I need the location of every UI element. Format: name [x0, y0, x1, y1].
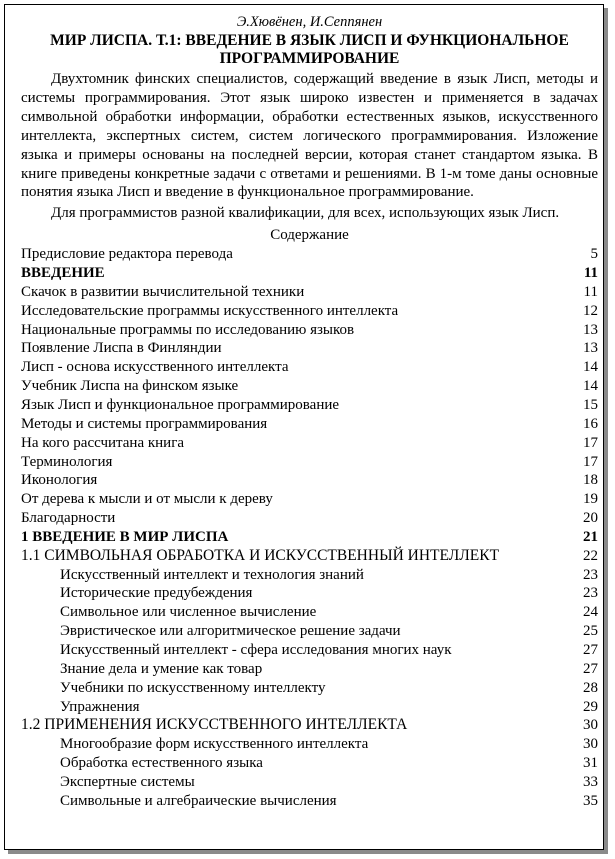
toc-subentry	[21, 735, 598, 754]
toc-entry	[21, 283, 598, 302]
document-page	[4, 4, 604, 850]
toc-entry-title: Лисп - основа искусственного интеллекта	[21, 359, 289, 376]
toc-entry-title: ВВЕДЕНИЕ	[21, 265, 105, 282]
toc-entry-title: Обработка естественного языка	[60, 755, 263, 772]
toc-entry-page: 17	[583, 434, 598, 451]
toc-entry	[21, 358, 598, 377]
toc-entry-title: Методы и системы программирования	[21, 415, 268, 432]
toc-entry-title: 1.1 СИМВОЛЬНАЯ ОБРАБОТКА И ИСКУССТВЕННЫЙ ИНТЕЛЛЕКТ	[21, 546, 500, 564]
toc-entry-page: 28	[583, 679, 598, 696]
toc-subentry	[21, 584, 598, 603]
toc-entry-title: Терминология	[21, 453, 113, 470]
toc-heading: Содержание	[270, 227, 349, 244]
toc-entry-title: Язык Лисп и функциональное программирование	[21, 397, 340, 413]
toc-entry-page: 27	[583, 641, 598, 658]
toc-entry-title: Национальные программы по исследованию языков	[21, 321, 355, 338]
toc-entry-page: 13	[583, 321, 598, 338]
toc-entry	[21, 471, 598, 490]
toc-entry-title: От дерева к мысли и от мысли к дереву	[21, 491, 273, 508]
toc-subentry	[21, 698, 598, 717]
toc-entry-title: Появление Лиспа в Финляндии	[21, 340, 222, 357]
toc-entry	[21, 264, 598, 283]
toc-entry	[21, 396, 598, 415]
toc-entry-page: 12	[583, 302, 598, 319]
book-title-line-1: МИР ЛИСПА. Т.1: ВВЕДЕНИЕ В ЯЗЫК ЛИСП И ФУНКЦИОНАЛЬНОЕ	[50, 32, 569, 49]
toc-subentry	[21, 622, 598, 641]
page-content	[21, 13, 598, 811]
toc-entry-page: 24	[583, 604, 598, 621]
toc-entry-title: Благодарности	[21, 510, 116, 527]
toc-entry-title: Многообразие форм искусственного интеллекта	[60, 736, 369, 753]
toc-entry	[21, 377, 598, 396]
toc-entry-page: 33	[583, 773, 598, 790]
book-authors: Э.Хювёнен, И.Сеппянен	[236, 14, 383, 30]
toc-entry-page: 20	[583, 510, 598, 527]
toc-chapter-entry	[21, 528, 598, 547]
toc-entry-title: Экспертные системы	[60, 773, 195, 790]
toc-entry-page: 19	[583, 491, 598, 508]
toc-subentry	[21, 603, 598, 622]
toc-entry-title: Исследовательские программы искусственного интеллекта	[21, 302, 399, 319]
toc-entry-title: Исторические предубеждения	[60, 585, 253, 602]
toc-entry-title: Эвристическое или алгоритмическое решение задачи	[60, 623, 401, 640]
toc-entry-page: 17	[583, 453, 598, 470]
toc-entry-page: 29	[583, 698, 598, 715]
annotation-paragraph: Двухтомник финских специалистов, содержащий введение в язык Лисп, методы и системы программирования. Этот язык широко известен и применяется в задачах символьной обработки информации, обработки естественных языков, искусственного интеллекта, экспертных систем, систем логического программирования. Изложение языка и примеры основаны на последней версии, которая станет стандартом языка. В книге приведены конкретные задачи с ответами и решениями. В 1-м томе даны основные понятия языка Лисп и введение в функциональное программирование.	[21, 71, 598, 201]
toc-entry-page: 14	[583, 378, 598, 395]
toc-entry	[21, 245, 598, 264]
toc-entry-title: Символьные и алгебраические вычисления	[60, 792, 337, 809]
toc-entry-page: 13	[583, 340, 598, 357]
toc-entry-title: Иконология	[21, 472, 98, 489]
toc-entry-title: Знание дела и умение как товар	[60, 660, 263, 677]
toc-entry-page: 31	[583, 755, 598, 772]
toc-entry-page: 21	[583, 528, 598, 545]
toc-entry-title: Упражнения	[60, 698, 140, 715]
toc-section-entry	[21, 716, 598, 735]
toc-subentry	[21, 679, 598, 698]
audience-paragraph: Для программистов разной квалификации, для всех, использующих язык Лисп.	[51, 205, 560, 222]
toc-entry-page: 18	[583, 472, 598, 489]
toc-entry-title: Искусственный интеллект и технология знаний	[60, 566, 364, 583]
toc-section-entry	[21, 547, 598, 566]
toc-entry-page: 22	[583, 547, 598, 564]
toc-entry-page: 27	[583, 660, 598, 677]
toc-entry	[21, 339, 598, 358]
toc-entry	[21, 490, 598, 509]
toc-entry-title: Искусственный интеллект - сфера исследования многих наук	[60, 641, 452, 658]
toc-entry-page: 30	[583, 717, 598, 734]
toc-entry	[21, 321, 598, 340]
table-of-contents	[21, 245, 598, 810]
toc-entry-title: Скачок в развитии вычислительной техники	[21, 283, 305, 300]
toc-entry-page: 14	[583, 359, 598, 376]
toc-subentry	[21, 754, 598, 773]
toc-entry-page: 15	[583, 397, 598, 413]
toc-subentry	[21, 641, 598, 660]
toc-entry-title: Учебник Лиспа на финском языке	[21, 378, 239, 395]
toc-entry	[21, 453, 598, 472]
toc-entry-title: 1.2 ПРИМЕНЕНИЯ ИСКУССТВЕННОГО ИНТЕЛЛЕКТА	[21, 716, 408, 734]
toc-entry-page: 16	[583, 415, 598, 432]
toc-entry-page: 23	[583, 585, 598, 602]
toc-entry-page: 30	[583, 736, 598, 753]
toc-entry	[21, 434, 598, 453]
book-title-line-2: ПРОГРАММИРОВАНИЕ	[219, 50, 400, 67]
toc-entry	[21, 302, 598, 321]
toc-entry-title: 1 ВВЕДЕНИЕ В МИР ЛИСПА	[21, 528, 229, 545]
toc-subentry	[21, 660, 598, 679]
book-title	[21, 32, 598, 68]
toc-entry-page: 11	[583, 265, 598, 282]
toc-entry-page: 25	[583, 623, 598, 640]
toc-subentry	[21, 773, 598, 792]
toc-entry-title: На кого рассчитана книга	[21, 434, 185, 451]
toc-entry	[21, 509, 598, 528]
toc-subentry	[21, 566, 598, 585]
toc-entry-page: 11	[583, 283, 598, 300]
toc-entry-page: 35	[583, 792, 598, 809]
toc-entry-page: 5	[590, 246, 598, 263]
toc-entry-title: Символьное или численное вычисление	[60, 604, 317, 621]
toc-subentry	[21, 792, 598, 811]
toc-entry	[21, 415, 598, 434]
toc-entry-page: 23	[583, 566, 598, 583]
toc-entry-title: Предисловие редактора перевода	[21, 246, 233, 263]
toc-entry-title: Учебники по искусственному интеллекту	[60, 679, 326, 696]
